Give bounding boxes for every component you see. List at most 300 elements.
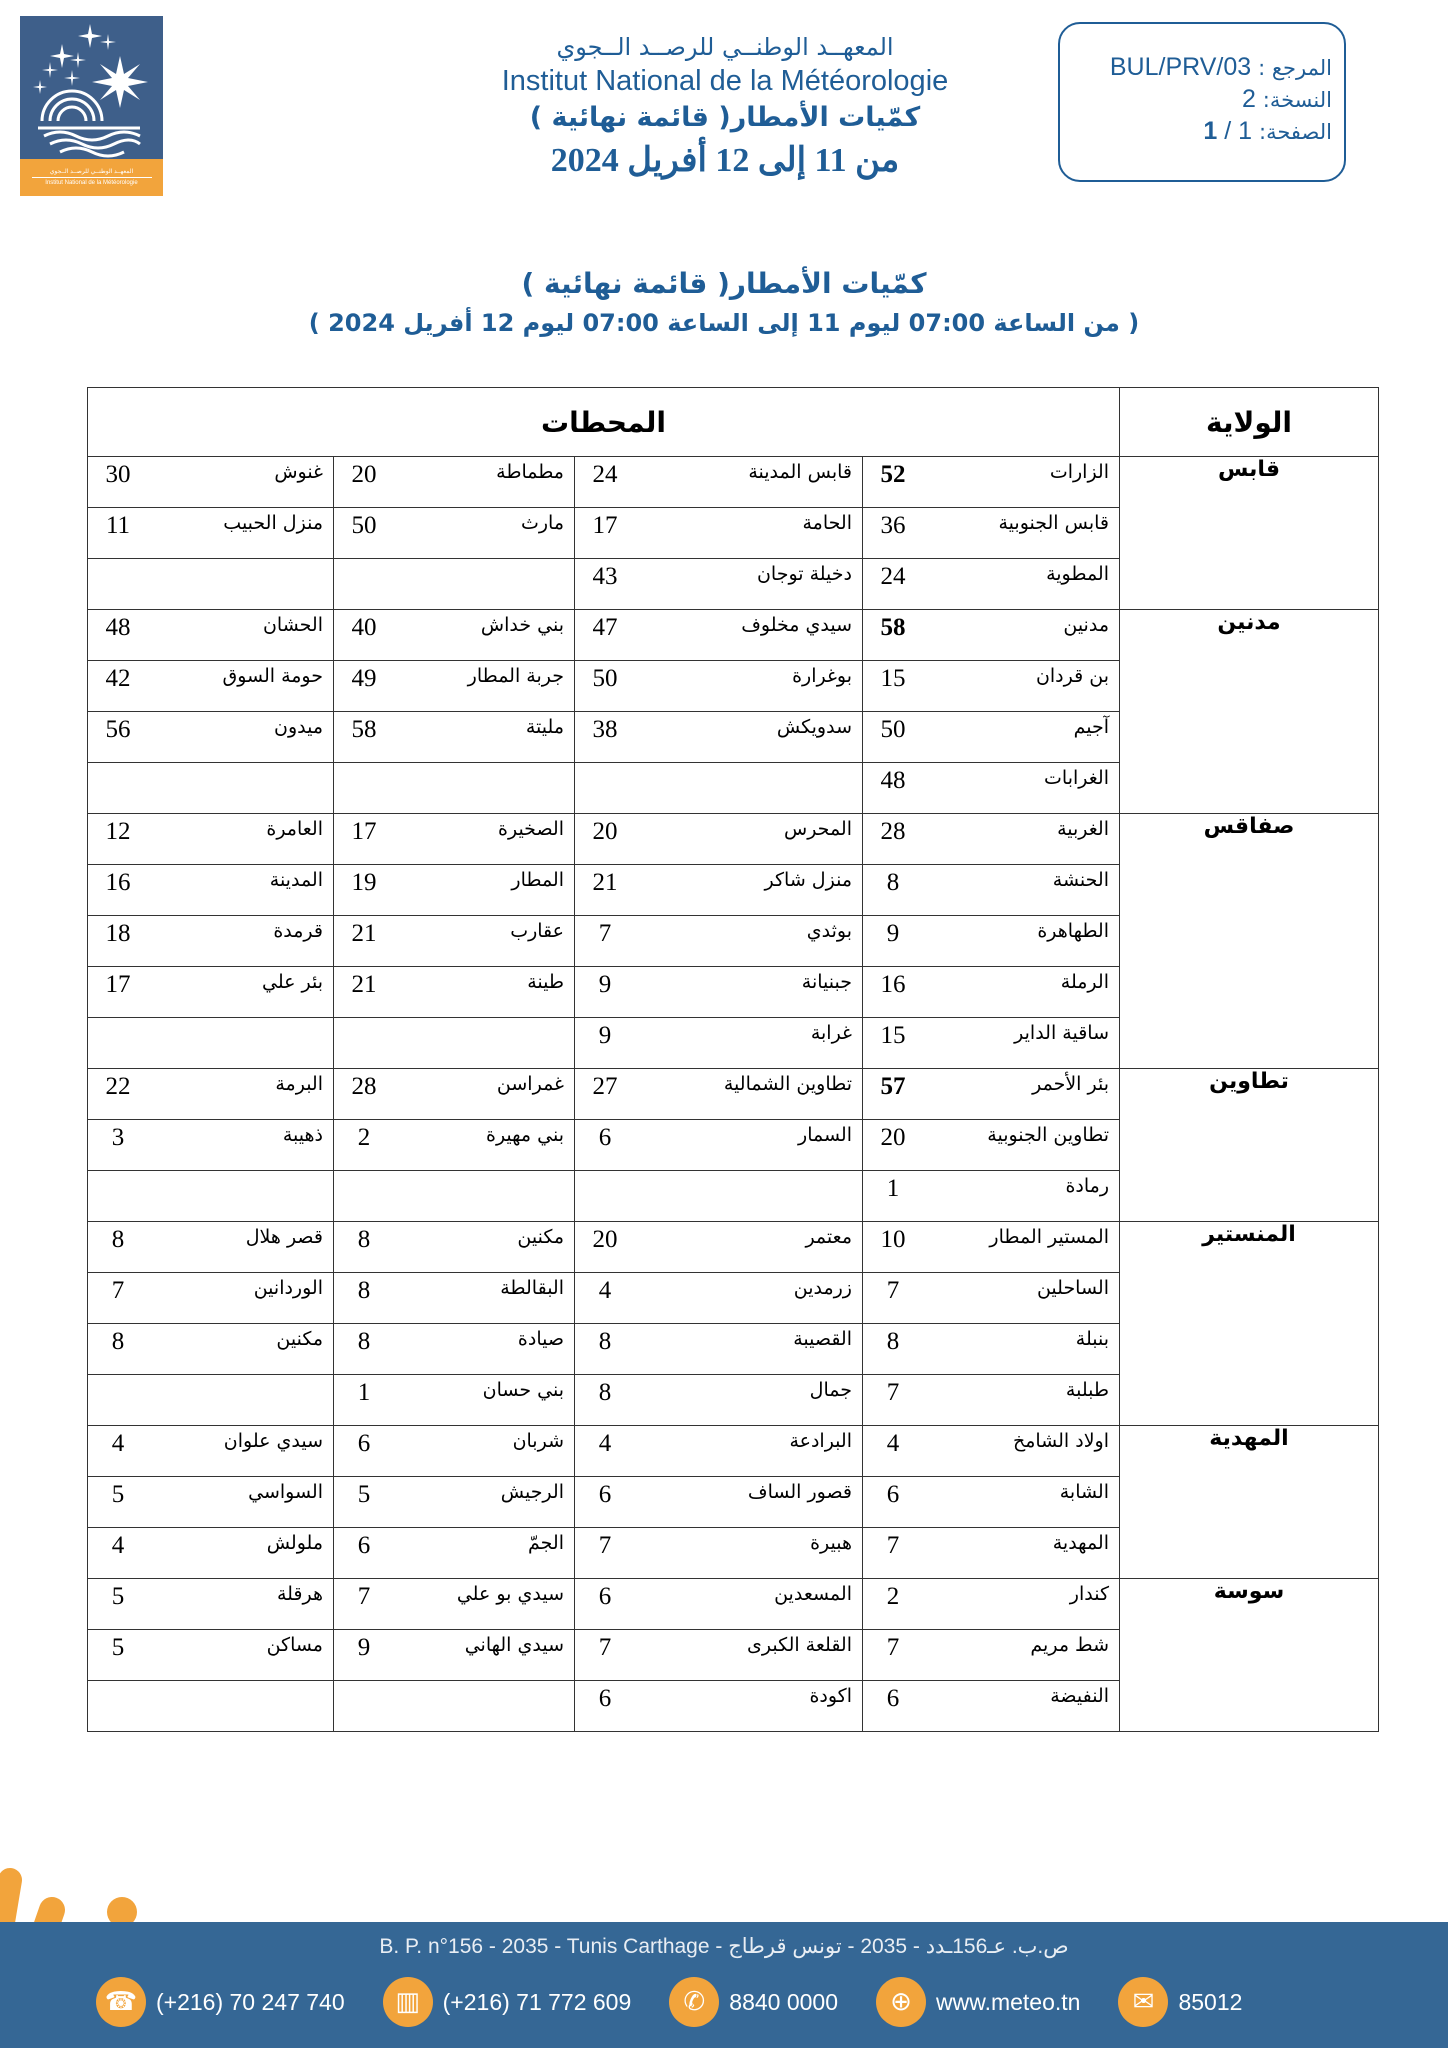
table-row	[88, 610, 1379, 661]
contact-text: 8840 0000	[729, 1988, 839, 2015]
station-cell	[863, 763, 1120, 814]
station-name: قصور الساف	[747, 1481, 852, 1503]
section-heading	[0, 263, 1448, 341]
rainfall-value: 28	[351, 1073, 377, 1100]
rainfall-value: 1	[357, 1379, 371, 1406]
station-name: مكنين	[276, 1328, 323, 1350]
station-cell	[334, 1018, 575, 1069]
rainfall-value: 8	[357, 1226, 371, 1253]
station-name: كندار	[1069, 1583, 1109, 1605]
rainfall-value: 38	[592, 716, 618, 743]
rainfall-value: 58	[351, 716, 377, 743]
governorate-cell: صفاقس	[1120, 814, 1379, 1069]
station-name: الرجيش	[500, 1481, 564, 1503]
page-total: 1	[1203, 117, 1218, 145]
rainfall-value: 10	[880, 1226, 906, 1253]
version-value: 2	[1241, 85, 1256, 113]
page-line	[1110, 116, 1332, 148]
rainfall-value: 21	[351, 920, 377, 947]
station-name: هرقلة	[276, 1583, 323, 1605]
rainfall-value: 49	[351, 665, 377, 692]
station-cell	[575, 967, 863, 1018]
reference-line	[1110, 52, 1332, 84]
station-cell	[863, 610, 1120, 661]
station-name: الساحلين	[1036, 1277, 1109, 1299]
institute-name-french: Institut National de la Météorologie	[501, 65, 949, 97]
station-name: بوغرارة	[792, 665, 852, 687]
station-name: جبنيانة	[801, 971, 852, 993]
rainfall-value: 52	[880, 461, 906, 488]
station-cell	[575, 1375, 863, 1426]
station-cell	[575, 1579, 863, 1630]
rainfall-value: 47	[592, 614, 618, 641]
contact-text: 85012	[1178, 1988, 1243, 2015]
rainfall-value: 20	[880, 1124, 906, 1151]
station-name: شط مريم	[1030, 1634, 1109, 1656]
station-name: بئر الأحمر	[1032, 1073, 1109, 1095]
station-cell	[863, 1630, 1120, 1681]
rainfall-value: 6	[598, 1685, 612, 1712]
institute-name-arabic: المعهــد الوطنــي للرصــد الــجوي	[556, 33, 894, 61]
hotline-icon: ✆	[669, 1977, 719, 2027]
institute-logo	[20, 16, 163, 196]
rainfall-value: 7	[886, 1277, 900, 1304]
station-name: سدويكش	[776, 716, 852, 738]
rainfall-value: 4	[111, 1532, 125, 1559]
rainfall-value: 8	[111, 1328, 125, 1355]
station-name: مكنين	[517, 1226, 564, 1248]
rainfall-value: 16	[880, 971, 906, 998]
station-name: عقارب	[510, 920, 564, 942]
station-cell	[88, 1477, 334, 1528]
page-label: الصفحة:	[1259, 120, 1332, 144]
rainfall-value: 5	[357, 1481, 371, 1508]
station-cell	[575, 814, 863, 865]
rainfall-value: 1	[886, 1175, 900, 1202]
station-name: المطوية	[1046, 563, 1109, 585]
station-name: آجيم	[1073, 716, 1109, 738]
rainfall-value: 8	[886, 1328, 900, 1355]
station-cell	[334, 1273, 575, 1324]
station-name: مدنين	[1063, 614, 1109, 636]
station-cell	[575, 1273, 863, 1324]
rainfall-value: 50	[351, 512, 377, 539]
station-cell	[334, 1375, 575, 1426]
station-cell	[575, 1171, 863, 1222]
rainfall-value: 5	[111, 1583, 125, 1610]
rainfall-value: 6	[886, 1481, 900, 1508]
section-subtitle: ( من الساعة 07:00 ليوم 11 إلى الساعة 07:00 ليوم 12 أفريل 2024 )	[308, 309, 1140, 337]
governorate-cell: قابس	[1120, 457, 1379, 610]
station-cell	[863, 1579, 1120, 1630]
table-row	[88, 1222, 1379, 1273]
station-name: السمار	[798, 1124, 852, 1146]
station-name: الجمّ	[528, 1532, 564, 1554]
station-cell	[575, 457, 863, 508]
station-name: بئر علي	[261, 971, 323, 993]
table-row	[88, 1426, 1379, 1477]
station-name: قرمدة	[273, 920, 323, 942]
station-cell	[334, 865, 575, 916]
rainfall-value: 36	[880, 512, 906, 539]
station-name: بنبلة	[1075, 1328, 1109, 1350]
station-name: مطماطة	[496, 461, 564, 483]
rainfall-value: 48	[880, 767, 906, 794]
stars-sun-sea-icon	[20, 16, 163, 159]
station-cell	[575, 763, 863, 814]
station-cell	[863, 661, 1120, 712]
rainfall-value: 56	[105, 716, 131, 743]
rainfall-value: 8	[111, 1226, 125, 1253]
station-cell	[863, 1528, 1120, 1579]
station-name: منزل شاكر	[764, 869, 852, 891]
station-name: هبيرة	[810, 1532, 852, 1554]
station-cell	[863, 712, 1120, 763]
station-name: غنوش	[274, 461, 323, 483]
station-name: المحرس	[784, 818, 852, 840]
station-name: بن قردان	[1035, 665, 1109, 687]
rainfall-value: 20	[592, 818, 618, 845]
station-cell	[88, 1375, 334, 1426]
station-cell	[88, 1630, 334, 1681]
station-name: ميدون	[273, 716, 323, 738]
station-cell	[334, 763, 575, 814]
station-name: رمادة	[1065, 1175, 1109, 1197]
station-cell	[334, 1120, 575, 1171]
station-name: سيدي بو علي	[456, 1583, 564, 1605]
station-name: سيدي مخلوف	[741, 614, 852, 636]
station-name: البرادعة	[789, 1430, 852, 1452]
station-cell	[334, 1171, 575, 1222]
station-name: القلعة الكبرى	[746, 1634, 852, 1656]
rainfall-value: 5	[111, 1481, 125, 1508]
station-cell	[863, 508, 1120, 559]
station-cell	[88, 661, 334, 712]
governorate-cell: سوسة	[1120, 1579, 1379, 1732]
station-cell	[575, 1528, 863, 1579]
station-cell	[88, 712, 334, 763]
table-row	[88, 1069, 1379, 1120]
station-name: غمراسن	[496, 1073, 564, 1095]
stations-column-header: المحطات	[88, 388, 1120, 457]
rainfall-value: 6	[886, 1685, 900, 1712]
station-name: سيدي علوان	[223, 1430, 323, 1452]
station-cell	[88, 916, 334, 967]
rainfall-value: 4	[598, 1430, 612, 1457]
rainfall-value: 9	[357, 1634, 371, 1661]
rainfall-value: 8	[357, 1277, 371, 1304]
governorate-cell: المهدية	[1120, 1426, 1379, 1579]
contact-item	[96, 1977, 345, 2027]
station-cell	[575, 610, 863, 661]
station-name: الحنشة	[1052, 869, 1109, 891]
rainfall-value: 43	[592, 563, 618, 590]
station-name: جربة المطار	[467, 665, 564, 687]
rainfall-value: 11	[105, 512, 131, 539]
rainfall-value: 17	[105, 971, 131, 998]
rainfall-value: 7	[598, 1532, 612, 1559]
station-cell	[334, 916, 575, 967]
station-name: ملولش	[266, 1532, 323, 1554]
station-name: جمال	[809, 1379, 852, 1401]
rainfall-value: 18	[105, 920, 131, 947]
station-cell	[88, 1324, 334, 1375]
station-cell	[88, 1171, 334, 1222]
rainfall-value: 28	[880, 818, 906, 845]
rainfall-value: 7	[886, 1634, 900, 1661]
station-cell	[88, 1018, 334, 1069]
station-cell	[575, 712, 863, 763]
station-cell	[863, 1222, 1120, 1273]
station-cell	[863, 1426, 1120, 1477]
rainfall-value: 8	[598, 1328, 612, 1355]
station-cell	[88, 814, 334, 865]
table-row	[88, 814, 1379, 865]
station-name: العامرة	[266, 818, 323, 840]
station-cell	[863, 865, 1120, 916]
postal-address: B. P. n°156 - 2035 - Tunis Carthage - ص.ب. عـ156ـدد - 2035 - تونس قرطاج	[379, 1935, 1069, 1958]
station-cell	[334, 457, 575, 508]
station-cell	[575, 1069, 863, 1120]
rainfall-value: 6	[598, 1583, 612, 1610]
station-cell	[863, 559, 1120, 610]
station-cell	[334, 712, 575, 763]
rainfall-value: 20	[592, 1226, 618, 1253]
station-cell	[88, 763, 334, 814]
station-cell	[863, 1477, 1120, 1528]
rainfall-value: 21	[592, 869, 618, 896]
contact-item	[669, 1977, 838, 2027]
station-cell	[334, 1222, 575, 1273]
station-cell	[575, 508, 863, 559]
rainfall-value: 58	[880, 614, 906, 641]
logo-emblem	[20, 16, 163, 159]
station-name: الوردانين	[253, 1277, 323, 1299]
station-name: قابس المدينة	[748, 461, 852, 483]
rainfall-value: 17	[592, 512, 618, 539]
rainfall-value: 7	[886, 1532, 900, 1559]
station-cell	[88, 865, 334, 916]
rainfall-value: 8	[886, 869, 900, 896]
contact-item	[383, 1977, 632, 2027]
version-line	[1110, 84, 1332, 116]
station-cell	[334, 559, 575, 610]
station-name: القصيبة	[793, 1328, 852, 1350]
station-name: ساقية الداير	[1014, 1022, 1109, 1044]
governorate-cell: المنستير	[1120, 1222, 1379, 1426]
station-name: ذهيبة	[282, 1124, 323, 1146]
station-cell	[575, 1681, 863, 1732]
station-name: الزارات	[1049, 461, 1109, 483]
phone-icon: ☎	[96, 1977, 146, 2027]
contact-item	[1118, 1977, 1242, 2027]
rainfall-value: 16	[105, 869, 131, 896]
station-cell	[334, 814, 575, 865]
rainfall-table	[87, 387, 1379, 1732]
contact-text[interactable]: www.meteo.tn	[936, 1988, 1081, 2015]
reference-box	[1058, 22, 1346, 182]
document-header	[380, 30, 1070, 184]
table-row	[88, 457, 1379, 508]
station-name: طينة	[527, 971, 564, 993]
rainfall-value: 12	[105, 818, 131, 845]
contact-text: (+216) 71 772 609	[442, 1988, 632, 2015]
station-cell	[863, 967, 1120, 1018]
station-name: سيدي الهاني	[464, 1634, 564, 1656]
station-name: الحشان	[262, 614, 323, 636]
section-title: كمّيات الأمطار( قائمة نهائية )	[521, 267, 927, 300]
station-cell	[334, 610, 575, 661]
station-name: السواسي	[248, 1481, 323, 1503]
station-cell	[575, 1018, 863, 1069]
station-cell	[88, 1273, 334, 1324]
station-name: تطاوين الشمالية	[723, 1073, 852, 1095]
station-name: طبلبة	[1065, 1379, 1109, 1401]
station-cell	[863, 1069, 1120, 1120]
station-name: قصر هلال	[245, 1226, 323, 1248]
rainfall-value: 7	[598, 1634, 612, 1661]
rainfall-value: 9	[598, 971, 612, 998]
station-cell	[863, 1375, 1120, 1426]
station-name: منزل الحبيب	[223, 512, 323, 534]
station-cell	[334, 1069, 575, 1120]
station-name: الرملة	[1060, 971, 1109, 993]
rainfall-value: 8	[357, 1328, 371, 1355]
station-cell	[334, 508, 575, 559]
station-name: تطاوين الجنوبية	[987, 1124, 1109, 1146]
rainfall-value: 21	[351, 971, 377, 998]
station-name: الحامة	[802, 512, 852, 534]
table-header-row	[88, 388, 1379, 457]
rainfall-value: 24	[880, 563, 906, 590]
rainfall-value: 5	[111, 1634, 125, 1661]
logo-caption-fr: Institut National de la Météorologie	[45, 180, 138, 186]
station-name: مليتة	[525, 716, 564, 738]
rainfall-value: 57	[880, 1073, 906, 1100]
station-name: البرمة	[275, 1073, 323, 1095]
station-name: الصخيرة	[498, 818, 564, 840]
rainfall-value: 6	[598, 1124, 612, 1151]
station-cell	[88, 1528, 334, 1579]
governorate-column-header: الولاية	[1120, 388, 1379, 457]
contact-text: (+216) 70 247 740	[156, 1988, 345, 2015]
station-name: شربان	[512, 1430, 564, 1452]
station-cell	[88, 1069, 334, 1120]
station-cell	[88, 1579, 334, 1630]
station-name: بوثدي	[806, 920, 852, 942]
station-cell	[575, 1630, 863, 1681]
station-name: مساكن	[266, 1634, 323, 1656]
governorate-cell: مدنين	[1120, 610, 1379, 814]
station-cell	[863, 916, 1120, 967]
version-label: النسخة:	[1262, 88, 1332, 112]
contact-list	[96, 1977, 1280, 2027]
rainfall-value: 7	[886, 1379, 900, 1406]
station-cell	[334, 661, 575, 712]
station-name: الغرابات	[1044, 767, 1109, 789]
station-cell	[863, 457, 1120, 508]
rainfall-value: 2	[886, 1583, 900, 1610]
station-cell	[88, 1120, 334, 1171]
rainfall-value: 7	[111, 1277, 125, 1304]
rainfall-value: 9	[886, 920, 900, 947]
contact-item[interactable]	[876, 1977, 1080, 2027]
station-name: بني خداش	[480, 614, 564, 636]
governorate-cell: تطاوين	[1120, 1069, 1379, 1222]
rainfall-value: 6	[357, 1430, 371, 1457]
rainfall-value: 6	[598, 1481, 612, 1508]
station-name: المسعدين	[774, 1583, 852, 1605]
station-cell	[88, 559, 334, 610]
rainfall-value: 4	[886, 1430, 900, 1457]
reference-label: المرجع :	[1258, 56, 1332, 80]
station-cell	[334, 1477, 575, 1528]
station-name: قابس الجنوبية	[998, 512, 1109, 534]
station-cell	[334, 1324, 575, 1375]
station-cell	[334, 1681, 575, 1732]
station-name: حومة السوق	[222, 665, 323, 687]
rainfall-value: 42	[105, 665, 131, 692]
rainfall-value: 19	[351, 869, 377, 896]
station-name: المهدية	[1052, 1532, 1109, 1554]
station-cell	[334, 1528, 575, 1579]
station-cell	[88, 508, 334, 559]
station-cell	[863, 1018, 1120, 1069]
station-name: مارث	[520, 512, 564, 534]
station-cell	[575, 1222, 863, 1273]
rainfall-value: 50	[592, 665, 618, 692]
rainfall-value: 22	[105, 1073, 131, 1100]
station-cell	[575, 661, 863, 712]
page-footer	[0, 1922, 1448, 2048]
rainfall-value: 50	[880, 716, 906, 743]
station-cell	[863, 1324, 1120, 1375]
station-name: غرابة	[810, 1022, 852, 1044]
station-name: دخيلة توجان	[756, 563, 852, 585]
rainfall-value: 30	[105, 461, 131, 488]
station-cell	[334, 967, 575, 1018]
station-cell	[88, 1681, 334, 1732]
station-name: الطهاهرة	[1037, 920, 1109, 942]
station-name: اكودة	[809, 1685, 852, 1707]
rainfall-value: 15	[880, 665, 906, 692]
station-cell	[575, 1120, 863, 1171]
station-cell	[575, 865, 863, 916]
station-cell	[863, 814, 1120, 865]
station-name: بني حسان	[482, 1379, 564, 1401]
station-name: النفيضة	[1050, 1685, 1109, 1707]
station-cell	[575, 916, 863, 967]
station-name: المستير المطار	[989, 1226, 1109, 1248]
rainfall-value: 8	[598, 1379, 612, 1406]
station-cell	[88, 457, 334, 508]
sms-icon: ✉	[1118, 1977, 1168, 2027]
station-cell	[88, 610, 334, 661]
reference-value: BUL/PRV/03	[1109, 53, 1252, 81]
station-cell	[88, 1426, 334, 1477]
station-cell	[575, 559, 863, 610]
rainfall-value: 20	[351, 461, 377, 488]
station-name: بني مهيرة	[485, 1124, 564, 1146]
station-cell	[863, 1171, 1120, 1222]
rainfall-value: 24	[592, 461, 618, 488]
station-cell	[334, 1630, 575, 1681]
station-cell	[863, 1120, 1120, 1171]
logo-caption	[20, 159, 163, 196]
rainfall-value: 40	[351, 614, 377, 641]
rainfall-value: 4	[111, 1430, 125, 1457]
station-cell	[575, 1324, 863, 1375]
